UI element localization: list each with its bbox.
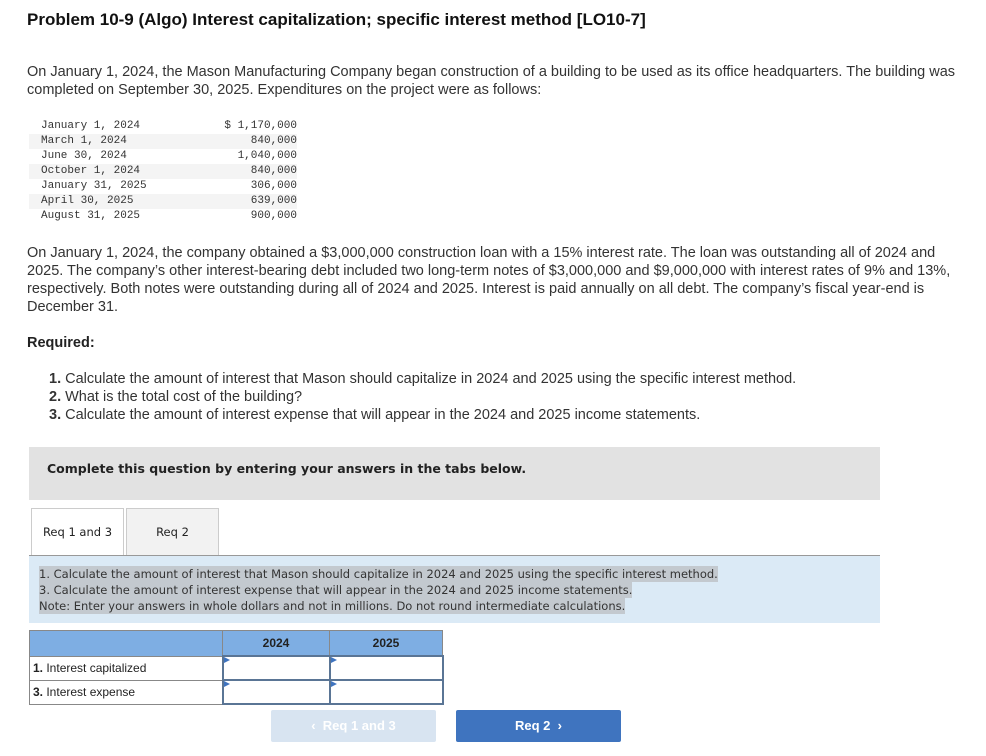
row-label-text: Interest expense <box>43 685 136 699</box>
required-label: Required: <box>27 335 95 351</box>
tab-req-2[interactable]: Req 2 <box>126 508 219 555</box>
amount: 1,040,000 <box>237 150 297 162</box>
requirement-number: 1. <box>49 371 62 387</box>
requirement-item <box>49 406 796 424</box>
intro-text: On January 1, 2024, the Mason Manufacturing Company began construction of a building to be used as its office headquarters. The building was completed on September 30, 2025. Expenditures on the project were as follows: <box>27 64 956 98</box>
date: January 1, 2024 <box>41 120 141 132</box>
amount: 840,000 <box>250 135 297 147</box>
instruction-banner <box>29 447 880 500</box>
loan-text: On January 1, 2024, the company obtained a $3,000,000 construction loan with a 15% interest rate. The loan was outstanding all of 2024 and 2025. The company’s other interest-bearing debt included two long-term notes of $3,000,000 and $9,000,000 with interest rates of 9% and 13%, respectively. Both notes were outstanding during all of 2024 and 2025. Interest is paid annually on all debt. The company’s fiscal year-end is December 31. <box>27 245 951 315</box>
date: June 30, 2024 <box>41 150 127 162</box>
date: April 30, 2025 <box>41 195 134 207</box>
tab-instructions <box>29 556 880 623</box>
interest-capitalized-2025-input[interactable] <box>331 658 442 678</box>
expenditures-table <box>29 119 297 224</box>
instruction-line: 3. Calculate the amount of interest expense that will appear in the 2024 and 2025 income statements. <box>39 583 633 597</box>
expenditure-row <box>29 179 297 194</box>
amount: $ 1,170,000 <box>224 120 297 132</box>
date: January 31, 2025 <box>41 180 147 192</box>
column-header: 2024 <box>223 631 330 657</box>
chevron-left-icon: ‹ <box>311 718 323 733</box>
expenditure-row <box>29 134 297 149</box>
prev-button[interactable] <box>271 710 436 742</box>
expenditure-row <box>29 194 297 209</box>
row-label <box>30 656 223 680</box>
chevron-right-icon: › <box>550 718 562 733</box>
requirement-text: What is the total cost of the building? <box>61 389 303 405</box>
interest-expense-2024-input[interactable] <box>224 682 329 702</box>
requirement-number: 2. <box>49 389 62 405</box>
requirement-item <box>49 370 796 388</box>
row-label-text: Interest capitalized <box>43 661 147 675</box>
instruction-line: Note: Enter your answers in whole dollars and not in millions. Do not round intermediate calculations. <box>39 599 626 613</box>
expenditure-row <box>29 119 297 134</box>
amount: 306,000 <box>250 180 297 192</box>
row-number: 1. <box>33 661 44 675</box>
tab-req-1-and-3[interactable]: Req 1 and 3 <box>31 508 124 555</box>
date: August 31, 2025 <box>41 210 141 222</box>
requirements-list <box>49 370 796 424</box>
expenditure-row <box>29 149 297 164</box>
date: October 1, 2024 <box>41 165 141 177</box>
requirement-text: Calculate the amount of interest that Mason should capitalize in 2024 and 2025 using the specific interest method. <box>61 371 797 387</box>
header-blank <box>30 631 223 657</box>
requirement-number: 3. <box>49 407 62 423</box>
next-button[interactable] <box>456 710 621 742</box>
cell <box>223 680 330 704</box>
interest-expense-2025-input[interactable] <box>331 682 442 702</box>
amount: 840,000 <box>250 165 297 177</box>
cell <box>330 680 443 704</box>
row-number: 3. <box>33 685 44 699</box>
expenditure-row <box>29 209 297 224</box>
requirement-text: Calculate the amount of interest expense that will appear in the 2024 and 2025 income statements. <box>61 407 701 423</box>
amount: 639,000 <box>250 195 297 207</box>
next-label: Req 2 <box>515 718 551 733</box>
instruction-banner-text: Complete this question by entering your answers in the tabs below. <box>47 461 527 476</box>
interest-capitalized-2024-input[interactable] <box>224 658 329 678</box>
column-header: 2025 <box>330 631 443 657</box>
prev-label: Req 1 and 3 <box>322 718 396 733</box>
amount: 900,000 <box>250 210 297 222</box>
instruction-line: 1. Calculate the amount of interest that Mason should capitalize in 2024 and 2025 using the specific interest method. <box>39 567 718 581</box>
expenditure-row <box>29 164 297 179</box>
row-label <box>30 680 223 704</box>
requirement-item <box>49 388 796 406</box>
date: March 1, 2024 <box>41 135 127 147</box>
cell <box>330 656 443 680</box>
cell <box>223 656 330 680</box>
problem-title: Problem 10-9 (Algo) Interest capitalization; specific interest method [LO10-7] <box>27 10 646 29</box>
answer-table <box>29 630 444 705</box>
